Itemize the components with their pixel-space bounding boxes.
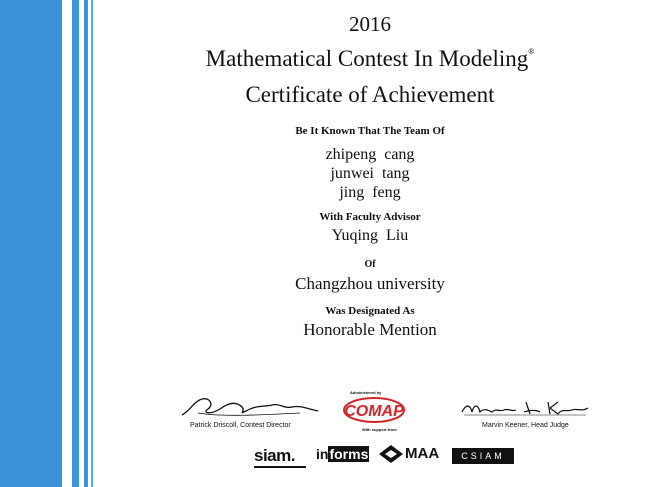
- contest-name: [100, 46, 640, 72]
- decorative-border-stripes: [0, 0, 100, 487]
- contest-year: 2016: [349, 12, 391, 36]
- signature-caption-left: Patrick Driscoll, Contest Director: [190, 422, 291, 429]
- signature-patrick-driscoll: [180, 393, 320, 419]
- intro-text: Be It Known That The Team Of: [295, 125, 445, 137]
- stripe-hairline: [91, 0, 93, 487]
- informs-logo: [316, 446, 369, 468]
- informs-logo-mark: forms: [329, 446, 369, 462]
- award-designation: Honorable Mention: [303, 320, 437, 339]
- institution-name: Changzhou university: [295, 274, 445, 293]
- team-member: jing feng: [339, 184, 401, 201]
- registered-mark: ®: [528, 47, 535, 56]
- informs-logo-prefix: in: [316, 446, 329, 462]
- signature-caption-right: Marvin Keener, Head Judge: [482, 422, 569, 429]
- stripe-wide: [0, 0, 62, 487]
- maa-logo: MAA: [405, 445, 440, 462]
- certificate-title: Certificate of Achievement: [245, 82, 495, 107]
- of-label: Of: [364, 259, 376, 270]
- team-member: zhipeng cang: [325, 146, 415, 163]
- team-member: junwei tang: [330, 165, 410, 182]
- contest-name-text: Mathematical Contest In Modeling: [205, 46, 529, 71]
- stripe-thin: [84, 0, 88, 487]
- signature-marvin-keener: [460, 398, 590, 418]
- siam-logo: siam.: [254, 446, 295, 465]
- with-support-text: With support from: [362, 427, 397, 432]
- faculty-advisor: Yuqing Liu: [331, 227, 409, 244]
- administered-by-text: Administered by: [350, 390, 382, 395]
- designation-intro: Was Designated As: [325, 305, 415, 317]
- advisor-intro: With Faculty Advisor: [319, 211, 421, 223]
- csiam-logo: CSIAM: [452, 448, 514, 464]
- siam-logo-underline: [254, 466, 306, 468]
- comap-logo: [342, 396, 406, 424]
- comap-logo-text: COMAP: [344, 403, 404, 420]
- maa-emblem-icon: [378, 444, 404, 464]
- stripe-medium: [72, 0, 79, 487]
